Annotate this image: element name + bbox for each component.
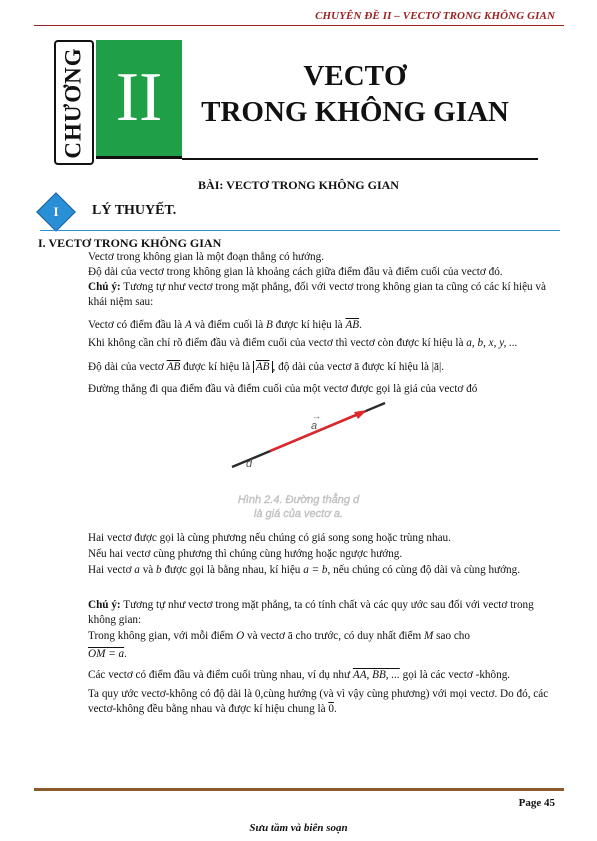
footer-credit: Sưu tầm và biên soạn [249, 822, 348, 834]
paragraph-support-line: Đường thẳng đi qua điểm đầu và điểm cuối của một vectơ được gọi là giá của vectơ đó [88, 383, 478, 395]
chapter-title [190, 58, 520, 130]
p9-text-a: Hai vectơ [88, 564, 135, 576]
section-divider [40, 230, 560, 231]
label-a: a [311, 420, 318, 432]
paragraph-zero-convention: Ta quy ước vectơ-không có độ dài là 0,cùng hướng (và vì vậy cùng phương) với mọi vectơ. Do đó, các vectơ-không đều bằng nhau và được kí hiệu chung là 0. [88, 688, 549, 715]
vector-names: a, b, x, y, ... [466, 337, 518, 349]
paragraph-collinear: Hai vectơ được gọi là cùng phương nếu chúng có giá song song hoặc trùng nhau. [88, 532, 451, 544]
p9-text-d: , nếu chúng có cùng độ dài và cùng hướng. [327, 564, 521, 576]
lesson-title: BÀI: VECTƠ TRONG KHÔNG GIAN [198, 178, 399, 192]
vector-a: a [134, 564, 140, 576]
p5-text-a: Độ dài của vectơ [88, 361, 167, 373]
vector-a-arrowhead [354, 410, 367, 419]
p5-text-b: được kí hiệu là [180, 361, 253, 373]
note-2-label: Chú ý: [88, 599, 121, 611]
zero-vector: 0 [328, 703, 334, 715]
point-B: B [266, 319, 273, 331]
header-title: CHUYÊN ĐỀ II – VECTƠ TRONG KHÔNG GIAN [315, 10, 555, 22]
equation-OM: OM = a. [88, 648, 127, 660]
p12-text-b: gọi là các vectơ -không. [399, 669, 511, 681]
chapter-label [54, 40, 94, 165]
footer-divider [34, 788, 564, 791]
paragraph-unique-point [88, 629, 558, 644]
p10-text-b: và vectơ ā cho trước, có duy nhất điểm [244, 630, 424, 642]
p3-text-c: được kí hiệu là [272, 319, 346, 331]
paragraph-definition: Vectơ trong không gian là một đoạn thẳng có hướng. [88, 251, 325, 263]
abs-AB: $\overline{AB}$ [253, 361, 273, 373]
subsection-title: I. VECTƠ TRONG KHÔNG GIAN [38, 236, 222, 250]
note-1-text: Tương tự như vectơ trong mặt phẳng, đối với vectơ trong không gian ta cũng có các kí hiệu và khái niệm sau: [88, 281, 546, 308]
p10-text-c: sao cho [433, 630, 470, 642]
point-M: M [424, 630, 434, 642]
p5-text-c: , độ dài của vectơ ā được kí hiệu là |ā|. [272, 361, 444, 373]
p9-text-b: và [139, 564, 157, 576]
note-2 [88, 598, 558, 628]
zero-vector-examples: AA, BB, ... [352, 669, 400, 681]
caption-line1: Hình 2.4. Đường thẳng d [237, 494, 360, 506]
caption-line2: là giá của vectơ a. [253, 508, 344, 520]
note-1 [88, 280, 558, 310]
figure-caption [0, 493, 597, 521]
paragraph-direction: Nếu hai vectơ cùng phương thì chúng cùng hướng hoặc ngược hướng. [88, 548, 403, 560]
p3-text-a: Vectơ có điểm đầu là [88, 319, 185, 331]
p3-text-b: và điểm cuối là [191, 319, 267, 331]
label-a-arrow: → [312, 411, 321, 421]
paragraph-equal [88, 563, 558, 578]
page-number: Page 45 [518, 797, 555, 809]
vector-AB-2: $\overline{AB}$ [166, 361, 181, 373]
chapter-title-line2: TRONG KHÔNG GIAN [201, 96, 509, 128]
label-d: d [246, 458, 253, 470]
point-O: O [236, 630, 245, 642]
chapter-title-line1: VECTƠ [303, 60, 407, 92]
paragraph-length: Độ dài của vectơ trong không gian là khoảng cách giữa điểm đầu và điểm cuối của vectơ đó. [88, 266, 503, 278]
section-number: I [53, 204, 59, 219]
vector-OM-eq: OM = a [88, 648, 125, 660]
header-divider [34, 25, 564, 26]
equal-expr: a = b [303, 564, 328, 576]
p13-text: Ta quy ước vectơ-không có độ dài là 0,cùng hướng (và vì vậy cùng phương) với mọi vectơ. Do đó, các vectơ-không đều bằng nhau và được kí hiệu chung là [88, 688, 549, 715]
p10-text-a: Trong không gian, với mỗi điểm [88, 630, 237, 642]
p4-text: Khi không cần chỉ rõ điểm đầu và điểm cuối của vectơ thì vectơ còn được kí hiệu là [88, 337, 467, 349]
paragraph-zero-vectors [88, 668, 558, 683]
note-1-label: Chú ý: [88, 281, 121, 293]
p12-text-a: Các vectơ có điểm đầu và điểm cuối trùng nhau, ví dụ như [88, 669, 353, 681]
paragraph-length-notation [88, 360, 558, 375]
chapter-number: II [115, 59, 163, 136]
point-A: A [184, 319, 192, 331]
paragraph-notation: Vectơ có điểm đầu là A và điểm cuối là B được kí hiệu là $\overline{AB}$. [88, 319, 362, 331]
vector-AB: $\overline{AB}$ [345, 319, 360, 331]
paragraph-vector-names [88, 336, 558, 351]
chapter-number-box [96, 40, 182, 159]
section-title: LÝ THUYẾT. [92, 203, 177, 218]
p9-text-c: được gọi là bằng nhau, kí hiệu [161, 564, 304, 576]
chapter-label-text: CHƯƠNG [61, 46, 87, 159]
vector-b: b [156, 564, 162, 576]
note-2-text: Tương tự như vectơ trong mặt phẳng, ta có tính chất và các quy ước sau đối với vectơ trong không gian: [88, 599, 534, 626]
chapter-underline [182, 158, 538, 160]
